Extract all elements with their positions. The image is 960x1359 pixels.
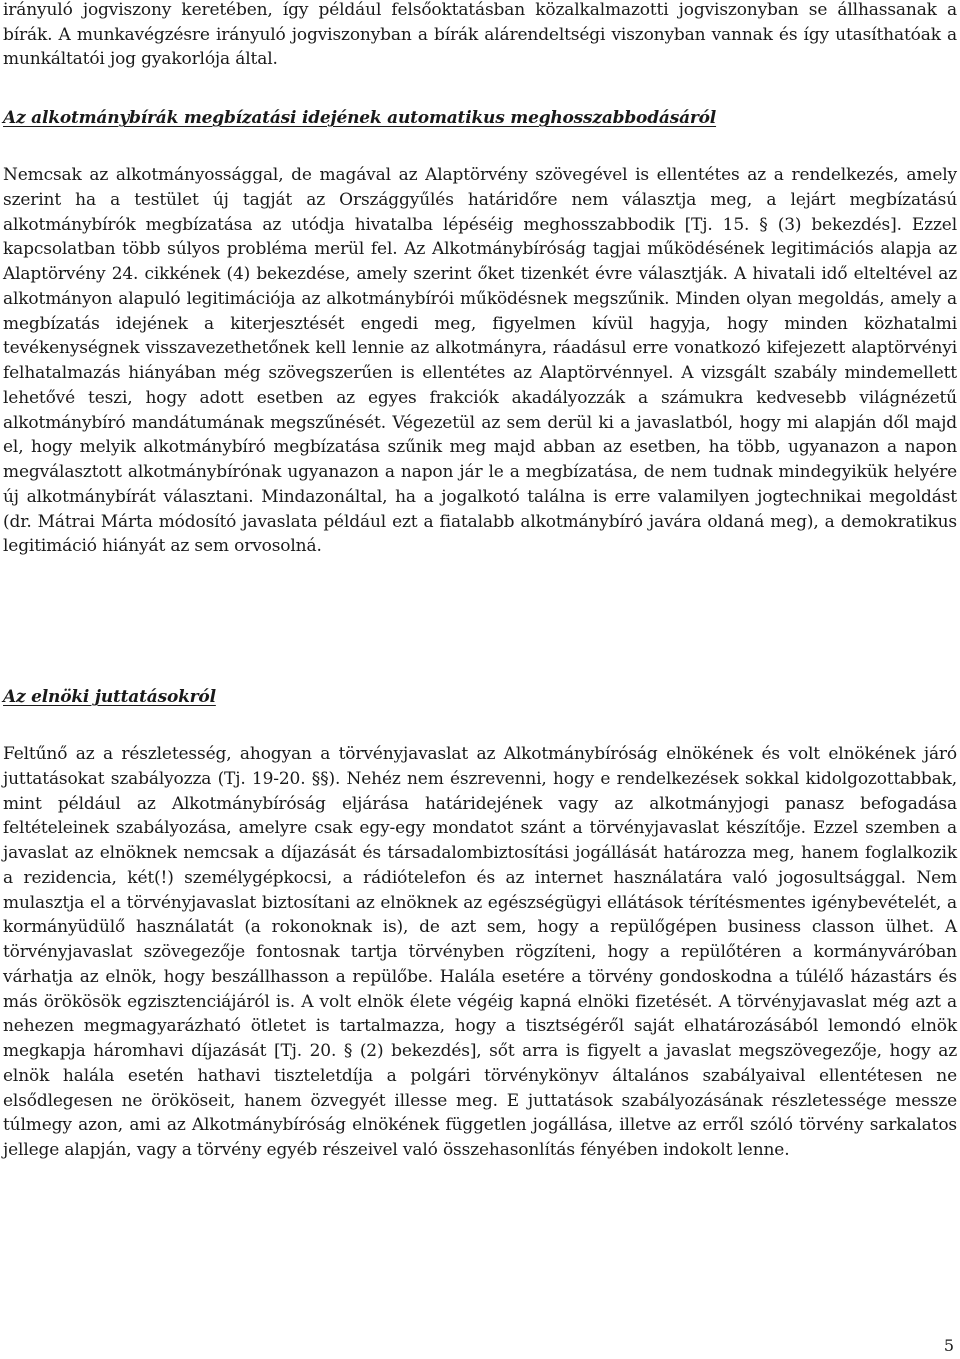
section-heading-constitutional-judges-mandate: Az alkotmánybírák megbízatási idejének automatikus meghosszabbodásáról [3,108,717,128]
section-heading-presidential-benefits: Az elnöki juttatásokról [3,687,216,707]
document-page [3,0,957,1359]
section-paragraph-mandate-extension: Nemcsak az alkotmányossággal, de magával az Alaptörvény szövegével is ellentétes az a rendelkezés, amely szerint ha a testület új tagját az Országgyűlés határidőre nem választja meg, a lejárt megbízatású alkotmánybírók megbízatása az utódja hivatalba lépéséig meghosszabbodik [Tj. 15. § (3) bekezdés]. Ezzel kapcsolatban több súlyos probléma merül fel. Az Alkotmánybíróság tagjai működésének legitimációs alapja az Alaptörvény 24. cikkének (4) bekezdése, amely szerint őket tizenkét évre választják. A hivatali idő elteltével az alkotmányon alapuló legitimációja az alkotmánybírói működésnek megszűnik. Minden olyan megoldás, amely a megbízatás idejének a kiterjesztését engedi meg, figyelmen kívül hagyja, hogy minden közhatalmi tevékenységnek visszavezethetőnek kell lennie az alkotmányra, ráadásul erre vonatkozó kifejezett alaptörvényi felhatalmazás hiányában még szövegszerűen is ellentétes az Alaptörvénnyel. A vizsgált szabály mindemellett lehetővé teszi, hogy adott esetben az egyes frakciók akadályozzák a számukra kedvesebb világnézetű alkotmánybíró mandátumának megszűnését. Végezetül az sem derül ki a javaslatból, hogy mi alapján dől majd el, hogy melyik alkotmánybíró megbízatása szűnik meg majd abban az esetben, ha több, ugyanazon a napon megválasztott alkotmánybírónak ugyanazon a napon jár le a megbízatása, de nem tudnak mindegyikük helyére új alkotmánybírát választani. Mindazonáltal, ha a jogalkotó találna is erre valamilyen jogtechnikai megoldást (dr. Mátrai Márta módosító javaslata például ezt a fiatalabb alkotmánybíró javára oldaná meg), a demokratikus legitimáció hiányát az sem orvosolná. [3,165,957,557]
section-paragraph-presidential-benefits: Feltűnő az a részletesség, ahogyan a törvényjavaslat az Alkotmánybíróság elnökének és volt elnökének járó juttatásokat szabályozza (Tj. 19-20. §§). Nehéz nem észrevenni, hogy e rendelkezések sokkal kidolgozottabbak, mint például az Alkotmánybíróság eljárása határidejének vagy az alkotmányjogi panasz befogadása feltételeinek szabályozása, amelyre csak egy-egy mondatot szánt a törvényjavaslat készítője. Ezzel szemben a javaslat az elnöknek nemcsak a díjazását és társadalombiztosítási jogállását határozza meg, hanem foglalkozik a rezidencia, két(!) személygépkocsi, a rádiótelefon és az internet használatára való jogosultsággal. Nem mulasztja el a törvényjavaslat biztosítani az elnöknek az egészségügyi ellátások térítésmentes igénybevételét, a kormányüdülő használatát (a rokonoknak is), de azt sem, hogy a repülőgépen business classon ülhet. A törvényjavaslat szövegezője fontosnak tartja törvényben rögzíteni, hogy a repülőtéren a kormányváróban várhatja az elnök, hogy beszállhasson a repülőbe. Halála esetére a törvény gondoskodna a túlélő házastárs és más örökösök egzisztenciájáról is. A volt elnök élete végéig kapná elnöki fizetését. A törvényjavaslat még azt a nehezen megmagyarázható ötletet is tartalmazza, hogy a tisztségéről saját elhatározásából lemondó elnök megkapja háromhavi díjazását [Tj. 20. § (2) bekezdés], sőt arra is figyelt a javaslat megszövegezője, hogy az elnök halála esetén hathavi tiszteletdíja a polgári törvénykönyv általános szabályaival ellentétesen ne elsődlegesen ne örököseit, hanem özvegyét illesse meg. E juttatások szabályozásának részletessége messze túlmegy azon, ami az Alkotmánybíróság elnökének független jogállása, illetve az erről szóló törvény sarkalatos jellege alapján, vagy a törvény egyéb részeivel való összehasonlítás fényében indokolt lenne. [3,744,957,1160]
intro-paragraph: irányuló jogviszony keretében, így például felsőoktatásban közalkalmazotti jogviszonyban se állhassanak a bírák. A munkavégzésre irányuló jogviszonyban a bírák alárendeltségi viszonyban vannak és így utasíthatóak a munkáltatói jog gyakorlója által. [3,0,957,70]
page-number: 5 [943,1336,954,1355]
